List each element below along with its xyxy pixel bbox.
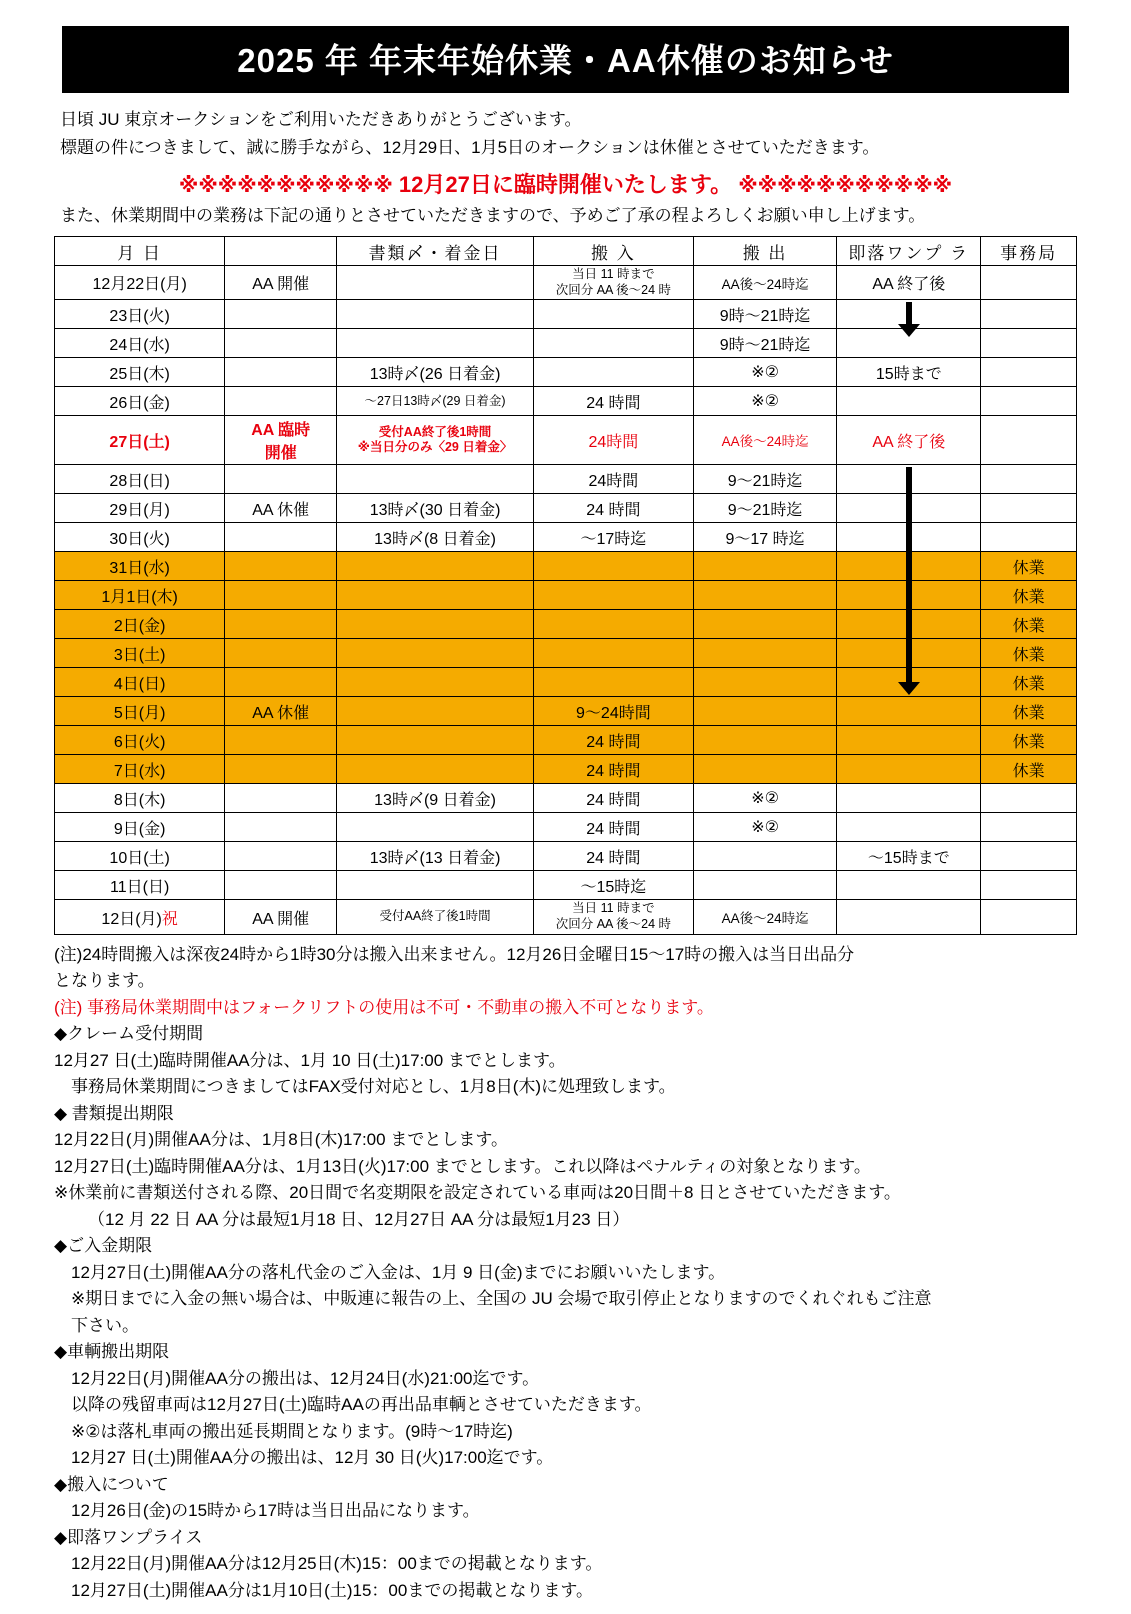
cell-office bbox=[981, 784, 1077, 813]
cell-date: 29日(月) bbox=[55, 494, 225, 523]
cell-oneprice bbox=[837, 697, 981, 726]
cell-date: 8日(木) bbox=[55, 784, 225, 813]
cell-office bbox=[981, 871, 1077, 900]
cell-date: 1月1日(木) bbox=[55, 581, 225, 610]
arrow-down-icon bbox=[837, 467, 980, 695]
cell-auction-status bbox=[225, 755, 337, 784]
cell-document-deadline bbox=[337, 610, 534, 639]
cell-date: 2日(金) bbox=[55, 610, 225, 639]
cell-date: 12月22日(月) bbox=[55, 266, 225, 300]
cell-oneprice bbox=[837, 465, 981, 494]
cell-auction-status bbox=[225, 871, 337, 900]
cell-delivery-in: 24 時間 bbox=[534, 784, 694, 813]
cell-delivery-out: ※② bbox=[693, 387, 837, 416]
cell-delivery-in: 24 時間 bbox=[534, 387, 694, 416]
note-line: 12月27日(土)臨時開催AA分は、1月13日(火)17:00 までとします。これ以降はペナルティの対象となります。 bbox=[54, 1156, 871, 1176]
cell-document-deadline bbox=[337, 697, 534, 726]
cell-delivery-in: 24 時間 bbox=[534, 755, 694, 784]
note-line: 以降の残留車両は12月27日(土)臨時AAの再出品車輌とさせていただきます。 bbox=[71, 1395, 652, 1415]
cell-date: 31日(水) bbox=[55, 552, 225, 581]
cell-document-deadline: 13時〆(8 日着金) bbox=[337, 523, 534, 552]
cell-delivery-out bbox=[693, 726, 837, 755]
table-body bbox=[55, 266, 1077, 935]
cell-office: 休業 bbox=[981, 755, 1077, 784]
note-line: ※休業前に書類送付される際、20日間で名変期限を設定されている車両は20日間＋8 日とさせていただきます。 bbox=[54, 1183, 901, 1203]
cell-auction-status: AA 臨時 開催 bbox=[225, 416, 337, 465]
cell-auction-status bbox=[225, 610, 337, 639]
col-header-documents: 書類〆・着金日 bbox=[337, 237, 534, 266]
note-line: 12月27 日(土)臨時開催AA分は、1月 10 日(土)17:00 までとします。 bbox=[54, 1050, 566, 1070]
arrow-down-icon bbox=[837, 302, 980, 337]
special-notice-marks-right: ※※※※※※※※※※※ bbox=[738, 174, 953, 197]
schedule-table bbox=[54, 236, 1077, 935]
cell-auction-status bbox=[225, 842, 337, 871]
cell-document-deadline: 13時〆(13 日着金) bbox=[337, 842, 534, 871]
cell-document-deadline bbox=[337, 465, 534, 494]
cell-delivery-in: 24 時間 bbox=[534, 813, 694, 842]
note-line: 12月27日(土)開催AA分の落札代金のご入金は、1月 9 日(金)までにお願いいたします。 bbox=[71, 1262, 726, 1282]
cell-delivery-out: 9～21時迄 bbox=[693, 465, 837, 494]
cell-delivery-out: 9～21時迄 bbox=[693, 494, 837, 523]
table-row bbox=[55, 465, 1077, 494]
cell-date: 5日(月) bbox=[55, 697, 225, 726]
cell-delivery-in bbox=[534, 358, 694, 387]
special-notice bbox=[54, 168, 1077, 199]
cell-delivery-in: 24 時間 bbox=[534, 494, 694, 523]
table-row bbox=[55, 726, 1077, 755]
col-header-delivery-out: 搬 出 bbox=[693, 237, 837, 266]
cell-date: 30日(火) bbox=[55, 523, 225, 552]
table-row bbox=[55, 697, 1077, 726]
intro-line-2: 標題の件につきまして、誠に勝手ながら、12月29日、1月5日のオークションは休催とさせていただきます。 bbox=[60, 138, 880, 158]
cell-date: 27日(土) bbox=[55, 416, 225, 465]
note-line: ◆即落ワンプライス bbox=[54, 1527, 203, 1547]
cell-date: 26日(金) bbox=[55, 387, 225, 416]
col-header-delivery-in: 搬 入 bbox=[534, 237, 694, 266]
cell-delivery-in bbox=[534, 329, 694, 358]
col-header-oneprice: 即落ワンプ ラ bbox=[837, 237, 981, 266]
note-line: 12月26日(金)の15時から17時は当日出品になります。 bbox=[71, 1501, 480, 1521]
table-row bbox=[55, 755, 1077, 784]
cell-auction-status: AA 開催 bbox=[225, 900, 337, 934]
cell-office: 休業 bbox=[981, 610, 1077, 639]
cell-document-deadline: 受付AA終了後1時間 ※当日分のみ〈29 日着金〉 bbox=[337, 416, 534, 465]
table-row bbox=[55, 416, 1077, 465]
col-header-office: 事務局 bbox=[981, 237, 1077, 266]
cell-office: 休業 bbox=[981, 639, 1077, 668]
cell-office bbox=[981, 813, 1077, 842]
note-line: ◆クレーム受付期間 bbox=[54, 1024, 204, 1044]
cell-delivery-in bbox=[534, 552, 694, 581]
cell-office: 休業 bbox=[981, 726, 1077, 755]
cell-document-deadline bbox=[337, 552, 534, 581]
note-line: ※②は落札車両の搬出延長期間となります。(9時～17時迄) bbox=[71, 1421, 513, 1441]
col-header-date: 月 日 bbox=[55, 237, 225, 266]
cell-delivery-in bbox=[534, 610, 694, 639]
cell-document-deadline bbox=[337, 639, 534, 668]
note-line: ◆ 書類提出期限 bbox=[54, 1103, 174, 1123]
cell-oneprice bbox=[837, 726, 981, 755]
cell-delivery-in bbox=[534, 639, 694, 668]
cell-date: 4日(日) bbox=[55, 668, 225, 697]
cell-document-deadline: 13時〆(26 日着金) bbox=[337, 358, 534, 387]
col-header-aa bbox=[225, 237, 337, 266]
cell-delivery-out bbox=[693, 581, 837, 610]
table-row bbox=[55, 842, 1077, 871]
note-line: (注)24時間搬入は深夜24時から1時30分は搬入出来ません。12月26日金曜日15～17時の搬入は当日出品分 bbox=[54, 944, 855, 964]
cell-delivery-in: 24時間 bbox=[534, 416, 694, 465]
table-row bbox=[55, 900, 1077, 934]
cell-delivery-out bbox=[693, 697, 837, 726]
cell-delivery-in bbox=[534, 581, 694, 610]
cell-office: 休業 bbox=[981, 697, 1077, 726]
cell-office bbox=[981, 900, 1077, 934]
cell-office bbox=[981, 300, 1077, 329]
note-line: 12月22日(月)開催AA分は、1月8日(木)17:00 までとします。 bbox=[54, 1130, 508, 1150]
cell-auction-status bbox=[225, 387, 337, 416]
cell-delivery-in bbox=[534, 300, 694, 329]
cell-auction-status bbox=[225, 300, 337, 329]
note-line: ◆搬入について bbox=[54, 1474, 169, 1494]
cell-date: 11日(日) bbox=[55, 871, 225, 900]
cell-oneprice: AA 終了後 bbox=[837, 266, 981, 300]
cell-date: 12日(月)祝 bbox=[55, 900, 225, 934]
cell-office bbox=[981, 494, 1077, 523]
cell-oneprice bbox=[837, 813, 981, 842]
cell-document-deadline bbox=[337, 300, 534, 329]
cell-date: 3日(土) bbox=[55, 639, 225, 668]
cell-auction-status: AA 休催 bbox=[225, 697, 337, 726]
note-line: 事務局休業期間につきましてはFAX受付対応とし、1月8日(木)に処理致します。 bbox=[71, 1077, 676, 1097]
cell-auction-status bbox=[225, 358, 337, 387]
cell-document-deadline bbox=[337, 726, 534, 755]
cell-delivery-out bbox=[693, 668, 837, 697]
table-row bbox=[55, 358, 1077, 387]
cell-oneprice bbox=[837, 387, 981, 416]
cell-delivery-in: 24時間 bbox=[534, 465, 694, 494]
cell-document-deadline: ～27日13時〆(29 日着金) bbox=[337, 387, 534, 416]
cell-office: 休業 bbox=[981, 581, 1077, 610]
table-row bbox=[55, 266, 1077, 300]
cell-oneprice bbox=[837, 300, 981, 329]
note-line: （12 月 22 日 AA 分は最短1月18 日、12月27日 AA 分は最短1月23 日） bbox=[88, 1209, 630, 1229]
cell-auction-status bbox=[225, 523, 337, 552]
cell-office bbox=[981, 465, 1077, 494]
cell-delivery-in: 9～24時間 bbox=[534, 697, 694, 726]
cell-delivery-out bbox=[693, 842, 837, 871]
table-row bbox=[55, 813, 1077, 842]
cell-auction-status: AA 開催 bbox=[225, 266, 337, 300]
cell-oneprice bbox=[837, 784, 981, 813]
note-line: 12月27日(土)開催AA分は1月10日(土)15：00までの掲載となります。 bbox=[71, 1580, 593, 1600]
cell-delivery-out: ※② bbox=[693, 784, 837, 813]
note-line: ◆車輌搬出期限 bbox=[54, 1342, 170, 1362]
special-notice-text: 12月27日に臨時開催いたします。 bbox=[398, 171, 733, 197]
cell-document-deadline: 13時〆(30 日着金) bbox=[337, 494, 534, 523]
note-line: ※期日までに入金の無い場合は、中販連に報告の上、全国の JU 会場で取引停止となりますのでくれぐれもご注意 bbox=[71, 1289, 932, 1309]
cell-oneprice bbox=[837, 755, 981, 784]
cell-oneprice bbox=[837, 900, 981, 934]
cell-oneprice bbox=[837, 871, 981, 900]
cell-delivery-out bbox=[693, 871, 837, 900]
cell-document-deadline bbox=[337, 266, 534, 300]
note-line: 12月27 日(土)開催AA分の搬出は、12月 30 日(火)17:00迄です。 bbox=[71, 1448, 554, 1468]
note-line: (注) 事務局休業期間中はフォークリフトの使用は不可・不動車の搬入不可となります。 bbox=[54, 997, 714, 1017]
cell-auction-status bbox=[225, 581, 337, 610]
cell-date: 28日(日) bbox=[55, 465, 225, 494]
cell-auction-status bbox=[225, 552, 337, 581]
cell-oneprice: AA 終了後 bbox=[837, 416, 981, 465]
cell-date: 6日(火) bbox=[55, 726, 225, 755]
cell-delivery-in: 24 時間 bbox=[534, 842, 694, 871]
table-row bbox=[55, 871, 1077, 900]
cell-delivery-in: ～15時迄 bbox=[534, 871, 694, 900]
cell-auction-status bbox=[225, 668, 337, 697]
cell-delivery-out bbox=[693, 552, 837, 581]
page-title: 2025 年 年末年始休業・AA休催のお知らせ bbox=[62, 26, 1069, 93]
notes-section bbox=[54, 942, 1077, 1604]
cell-office: 休業 bbox=[981, 668, 1077, 697]
note-line: 12月22日(月)開催AA分の搬出は、12月24日(水)21:00迄です。 bbox=[71, 1368, 540, 1388]
special-notice-marks-left: ※※※※※※※※※※※ bbox=[178, 174, 393, 197]
cell-auction-status bbox=[225, 639, 337, 668]
table-header-row bbox=[55, 237, 1077, 266]
cell-office bbox=[981, 387, 1077, 416]
cell-delivery-out: 9～17 時迄 bbox=[693, 523, 837, 552]
cell-auction-status bbox=[225, 329, 337, 358]
cell-delivery-in: ～17時迄 bbox=[534, 523, 694, 552]
cell-delivery-out bbox=[693, 639, 837, 668]
cell-delivery-in bbox=[534, 668, 694, 697]
cell-auction-status bbox=[225, 813, 337, 842]
cell-document-deadline: 13時〆(9 日着金) bbox=[337, 784, 534, 813]
cell-document-deadline bbox=[337, 871, 534, 900]
cell-auction-status: AA 休催 bbox=[225, 494, 337, 523]
cell-date: 24日(水) bbox=[55, 329, 225, 358]
intro-line-3: また、休業期間中の業務は下記の通りとさせていただきますので、予めご了承の程よろしくお願い申し上げます。 bbox=[60, 205, 926, 225]
cell-office bbox=[981, 266, 1077, 300]
cell-office bbox=[981, 358, 1077, 387]
cell-date: 9日(金) bbox=[55, 813, 225, 842]
cell-office bbox=[981, 329, 1077, 358]
cell-delivery-in: 24 時間 bbox=[534, 726, 694, 755]
cell-delivery-in: 当日 11 時まで 次回分 AA 後～24 時 bbox=[534, 266, 694, 300]
cell-delivery-out: AA後～24時迄 bbox=[693, 416, 837, 465]
cell-delivery-out bbox=[693, 755, 837, 784]
note-line: ◆ご入金期限 bbox=[54, 1236, 153, 1256]
cell-date: 10日(土) bbox=[55, 842, 225, 871]
cell-delivery-out: 9時～21時迄 bbox=[693, 300, 837, 329]
cell-document-deadline bbox=[337, 329, 534, 358]
cell-document-deadline bbox=[337, 581, 534, 610]
cell-office bbox=[981, 523, 1077, 552]
cell-date: 23日(火) bbox=[55, 300, 225, 329]
cell-document-deadline bbox=[337, 755, 534, 784]
cell-office: 休業 bbox=[981, 552, 1077, 581]
cell-document-deadline bbox=[337, 813, 534, 842]
cell-date: 25日(木) bbox=[55, 358, 225, 387]
cell-delivery-out: AA後～24時迄 bbox=[693, 266, 837, 300]
note-line: 12月22日(月)開催AA分は12月25日(木)15：00までの掲載となります。 bbox=[71, 1554, 603, 1574]
cell-auction-status bbox=[225, 726, 337, 755]
cell-delivery-out bbox=[693, 610, 837, 639]
cell-delivery-out: 9時～21時迄 bbox=[693, 329, 837, 358]
table-row bbox=[55, 387, 1077, 416]
cell-oneprice: ～15時まで bbox=[837, 842, 981, 871]
intro-line-1: 日頃 JU 東京オークションをご利用いただきありがとうございます。 bbox=[60, 110, 582, 129]
cell-document-deadline bbox=[337, 668, 534, 697]
cell-oneprice: 15時まで bbox=[837, 358, 981, 387]
cell-delivery-out: ※② bbox=[693, 358, 837, 387]
table-row bbox=[55, 300, 1077, 329]
note-line: 下さい。 bbox=[71, 1315, 139, 1335]
cell-date: 7日(水) bbox=[55, 755, 225, 784]
cell-delivery-in: 当日 11 時まで 次回分 AA 後～24 時 bbox=[534, 900, 694, 934]
cell-delivery-out: ※② bbox=[693, 813, 837, 842]
cell-office bbox=[981, 416, 1077, 465]
cell-delivery-out: AA後～24時迄 bbox=[693, 900, 837, 934]
cell-office bbox=[981, 842, 1077, 871]
note-line: となります。 bbox=[54, 971, 155, 991]
cell-auction-status bbox=[225, 784, 337, 813]
cell-auction-status bbox=[225, 465, 337, 494]
cell-document-deadline: 受付AA終了後1時間 bbox=[337, 900, 534, 934]
table-row bbox=[55, 784, 1077, 813]
